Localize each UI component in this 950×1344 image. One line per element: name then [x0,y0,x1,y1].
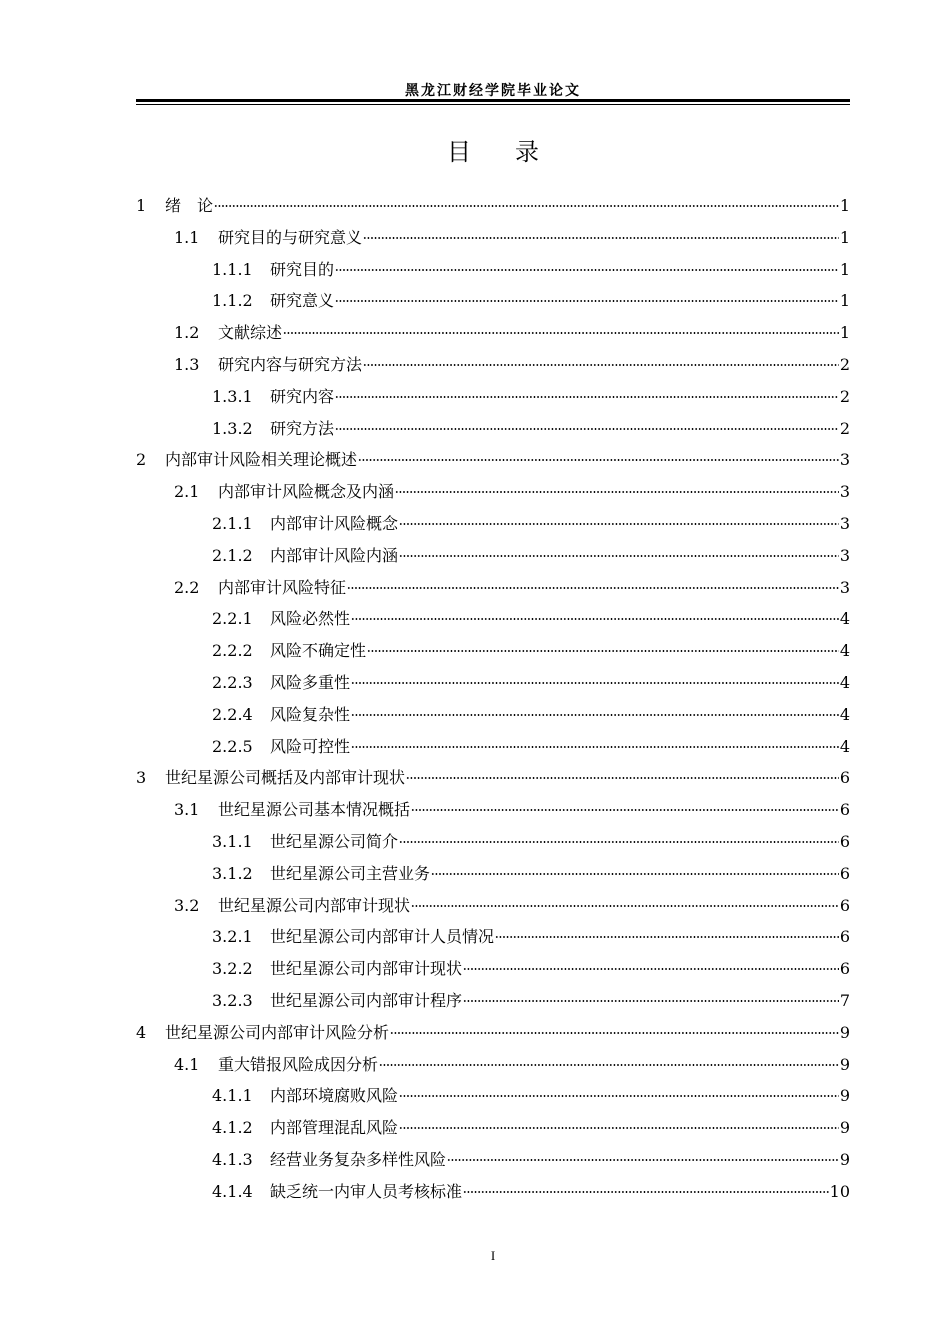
toc-entry-label: 风险不确定性 [270,641,367,661]
toc-dot-leader [463,968,839,970]
toc-entry-page: 4 [839,609,850,629]
toc-entry[interactable] [136,1049,850,1081]
toc-entry[interactable] [136,1080,850,1112]
toc-entry-page: 2 [839,354,850,374]
toc-entry-label: 世纪星源公司内部审计人员情况 [270,927,495,947]
toc-entry-page: 1 [839,259,850,279]
toc-entry-page: 6 [839,831,850,851]
toc-entry[interactable] [136,572,850,604]
toc-entry-number: 1.2 [174,323,200,343]
toc-dot-leader [283,332,839,334]
toc-entry[interactable] [136,858,850,890]
toc-dot-leader [351,746,839,748]
toc-entry-label: 内部审计风险相关理论概述 [165,450,358,470]
toc-entry-number: 2.1.1 [212,513,253,533]
toc-entry-number: 2.1 [174,482,200,502]
toc-dot-leader [335,269,839,271]
toc-entry-label: 研究意义 [270,291,335,311]
toc-entry-label: 内部审计风险内涵 [270,545,399,565]
toc-entry-number: 1.3 [174,354,200,374]
toc-entry-label: 风险可控性 [270,736,351,756]
toc-entry-number: 4 [136,1022,147,1042]
toc-entry-page: 1 [839,291,850,311]
toc-entry-label: 世纪星源公司主营业务 [270,863,431,883]
toc-dot-leader [351,618,839,620]
toc-entry-label: 研究方法 [270,418,335,438]
toc-entry[interactable] [136,921,850,953]
header-rule-thin [136,104,850,105]
toc-entry-label: 缺乏统一内审人员考核标准 [270,1181,463,1201]
toc-entry-label: 研究内容 [270,386,335,406]
toc-entry-number: 3.1.2 [212,863,253,883]
toc-dot-leader [363,237,839,239]
toc-entry-label: 研究目的 [270,259,335,279]
toc-dot-leader [411,905,839,907]
toc-entry-page: 3 [839,482,850,502]
toc-entry-label: 绪 论 [165,196,214,215]
toc-dot-leader [495,936,839,938]
toc-entry-page: 1 [839,323,850,343]
toc-entry-page: 9 [839,1054,850,1074]
toc-entry[interactable] [136,476,850,508]
toc-entry-number: 4.1.1 [212,1086,253,1106]
toc-entry-label: 世纪星源公司内部审计现状 [270,959,463,979]
toc-entry[interactable] [136,508,850,540]
toc-entry-number: 3.2.1 [212,927,253,947]
toc-entry-page: 4 [839,736,850,756]
toc-entry[interactable] [136,444,850,476]
toc-dot-leader [406,777,839,779]
toc-entry-number: 3.2.3 [212,990,253,1010]
toc-entry-number: 3.2 [174,895,200,915]
toc-entry-label: 经营业务复杂多样性风险 [270,1149,447,1169]
toc-entry[interactable] [136,317,850,349]
toc-dot-leader [399,1127,839,1129]
toc-entry[interactable] [136,190,850,222]
toc-entry-label: 内部审计风险概念及内涵 [218,482,395,502]
toc-entry[interactable] [136,1112,850,1144]
toc-entry-page: 10 [829,1181,850,1201]
toc-entry-number: 3.1 [174,800,200,820]
toc-entry[interactable] [136,1144,850,1176]
toc-title: 目录 [447,138,583,166]
toc-dot-leader [395,491,839,493]
toc-entry-page: 4 [839,672,850,692]
toc-entry[interactable] [136,1017,850,1049]
toc-entry-page: 6 [839,768,850,788]
toc-dot-leader [399,523,839,525]
toc-entry-number: 4.1 [174,1054,200,1074]
toc-entry[interactable] [136,826,850,858]
toc-entry-label: 世纪星源公司基本情况概括 [218,800,411,820]
toc-dot-leader [431,873,839,875]
toc-entry[interactable] [136,603,850,635]
toc-entry[interactable] [136,349,850,381]
toc-entry-number: 3 [136,768,147,788]
toc-entry[interactable] [136,762,850,794]
toc-entry-number: 3.2.2 [212,959,253,979]
toc-entry-label: 世纪星源公司内部审计风险分析 [165,1022,390,1042]
toc-entry[interactable] [136,699,850,731]
toc-entry-page: 3 [839,450,850,470]
toc-entry-label: 内部审计风险概念 [270,513,399,533]
toc-entry-number: 1.1.1 [212,259,253,279]
toc-entry-label: 风险多重性 [270,672,351,692]
toc-dot-leader [367,650,839,652]
toc-entry[interactable] [136,953,850,985]
toc-entry-number: 2 [136,450,147,470]
toc-entry-label: 世纪星源公司内部审计现状 [218,895,411,915]
toc-entry[interactable] [136,1176,850,1208]
toc-entry[interactable] [136,413,850,445]
toc-entry-page: 2 [839,386,850,406]
toc-entry[interactable] [136,540,850,572]
toc-entry-page: 9 [839,1118,850,1138]
toc-entry-page: 9 [839,1022,850,1042]
toc-entry-label: 世纪星源公司概括及内部审计现状 [165,768,406,788]
toc-entry-number: 1.3.2 [212,418,253,438]
toc-entry-number: 2.2.2 [212,641,253,661]
toc-entry[interactable] [136,381,850,413]
toc-entry-number: 2.2.3 [212,672,253,692]
toc-entry[interactable] [136,667,850,699]
toc-entry-number: 1.1.2 [212,291,253,311]
toc-entry-number: 1.1 [174,227,200,247]
toc-entry-page: 6 [839,863,850,883]
toc-entry-page: 1 [839,227,850,247]
toc-entry[interactable] [136,985,850,1017]
toc-entry-label: 风险复杂性 [270,704,351,724]
toc-entry-number: 2.1.2 [212,545,253,565]
toc-entry-page: 3 [839,513,850,533]
toc-dot-leader [335,428,839,430]
toc-entry-number: 2.2 [174,577,200,597]
toc-dot-leader [399,841,839,843]
toc-entry-label: 重大错报风险成因分析 [218,1054,379,1074]
toc-entry-page: 3 [839,545,850,565]
toc-entry-label: 内部审计风险特征 [218,577,347,597]
toc-dot-leader [351,714,839,716]
toc-entry-number: 3.1.1 [212,831,253,851]
toc-entry-page: 6 [839,800,850,820]
toc-entry-label: 风险必然性 [270,609,351,629]
toc-dot-leader [214,205,839,207]
toc-entry-page: 9 [839,1149,850,1169]
toc-dot-leader [351,682,839,684]
toc-entry[interactable] [136,222,850,254]
toc-entry[interactable] [136,254,850,286]
toc-entry[interactable] [136,794,850,826]
toc-entry[interactable] [136,731,850,763]
toc-entry-page: 9 [839,1086,850,1106]
document-header-title: 黑龙江财经学院毕业论文 [405,83,581,99]
toc-entry-label: 世纪星源公司简介 [270,831,399,851]
toc-dot-leader [335,396,839,398]
toc-dot-leader [379,1064,839,1066]
toc-dot-leader [463,1000,839,1002]
toc-dot-leader [463,1191,829,1193]
toc-entry-page: 4 [839,704,850,724]
toc-entry-number: 4.1.3 [212,1149,253,1169]
toc-dot-leader [399,555,839,557]
toc-entry-number: 2.2.4 [212,704,253,724]
toc-dot-leader [447,1159,839,1161]
toc-entry[interactable] [136,285,850,317]
toc-entry-label: 研究目的与研究意义 [218,227,363,247]
toc-dot-leader [411,809,839,811]
toc-entry-label: 世纪星源公司内部审计程序 [270,990,463,1010]
toc-entry-page: 4 [839,641,850,661]
toc-entry-number: 2.2.1 [212,609,253,629]
toc-entry-number: 1.3.1 [212,386,253,406]
toc-dot-leader [335,300,839,302]
toc-entry[interactable] [136,890,850,922]
footer-page-number: I [490,1248,496,1263]
toc-entry-number: 2.2.5 [212,736,253,756]
toc-dot-leader [399,1095,839,1097]
toc-entry-page: 7 [839,990,850,1010]
toc-entry-page: 6 [839,959,850,979]
toc-entry-page: 3 [839,577,850,597]
toc-entry-number: 1 [136,196,147,215]
toc-dot-leader [347,587,839,589]
toc-dot-leader [390,1032,839,1034]
toc-entry[interactable] [136,635,850,667]
toc-entry-label: 内部管理混乱风险 [270,1118,399,1138]
toc-entry-number: 4.1.2 [212,1118,253,1138]
toc-dot-leader [358,459,839,461]
toc-dot-leader [363,364,839,366]
toc-entry-label: 内部环境腐败风险 [270,1086,399,1106]
toc-entry-label: 研究内容与研究方法 [218,354,363,374]
toc-entry-page: 6 [839,927,850,947]
table-of-contents [136,190,850,1208]
toc-entry-label: 文献综述 [218,323,283,343]
toc-entry-page: 6 [839,895,850,915]
toc-entry-page: 2 [839,418,850,438]
toc-entry-number: 4.1.4 [212,1181,253,1201]
header-rule-thick [136,99,850,102]
toc-entry-page: 1 [839,196,850,215]
